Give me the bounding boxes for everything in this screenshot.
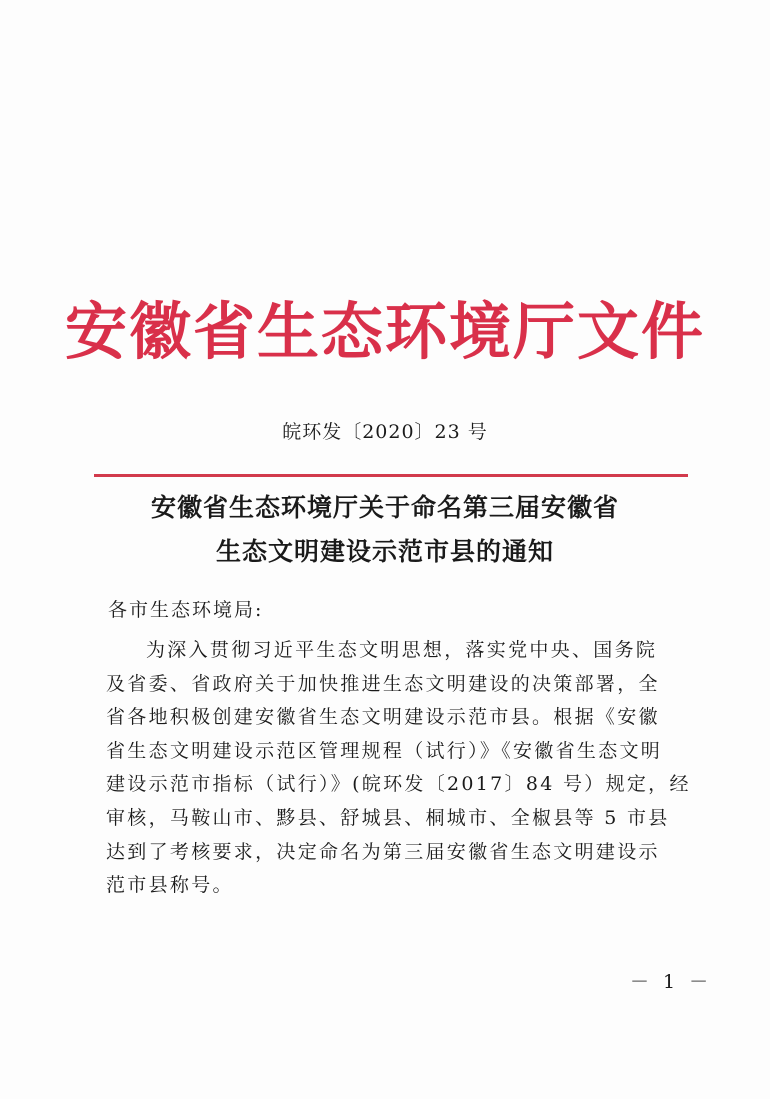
salutation: 各市生态环境局: <box>108 599 264 621</box>
body-line: 达到了考核要求，决定命名为第三届安徽省生态文明建设示 <box>106 840 660 863</box>
notice-body <box>106 634 690 903</box>
body-line: 审核，马鞍山市、黟县、舒城县、桐城市、全椒县等 5 市县 <box>106 806 670 829</box>
body-line: 建设示范市指标（试行）》(皖环发〔2017〕84 号）规定，经 <box>106 773 691 796</box>
issuing-authority-title: 安徽省生态环境厅文件 <box>64 295 705 368</box>
red-separator-line <box>94 474 688 477</box>
body-line: 范市县称号。 <box>106 874 234 897</box>
notice-title <box>0 486 770 574</box>
body-line: 省生态文明建设示范区管理规程（试行）》《安徽省生态文明 <box>106 739 663 762</box>
notice-title-line: 安徽省生态环境厅关于命名第三届安徽省 <box>150 493 619 522</box>
body-line: 省各地积极创建安徽省生态文明建设示范市县。根据《安徽 <box>106 706 660 729</box>
document-number: 皖环发〔2020〕23 号 <box>282 421 488 443</box>
body-line: 为深入贯彻习近平生态文明思想，落实党中央、国务院 <box>146 639 658 661</box>
page-number: － 1 － <box>630 971 713 993</box>
notice-title-line: 生态文明建设示范市县的通知 <box>215 537 554 566</box>
body-line: 及省委、省政府关于加快推进生态文明建设的决策部署，全 <box>106 672 660 695</box>
